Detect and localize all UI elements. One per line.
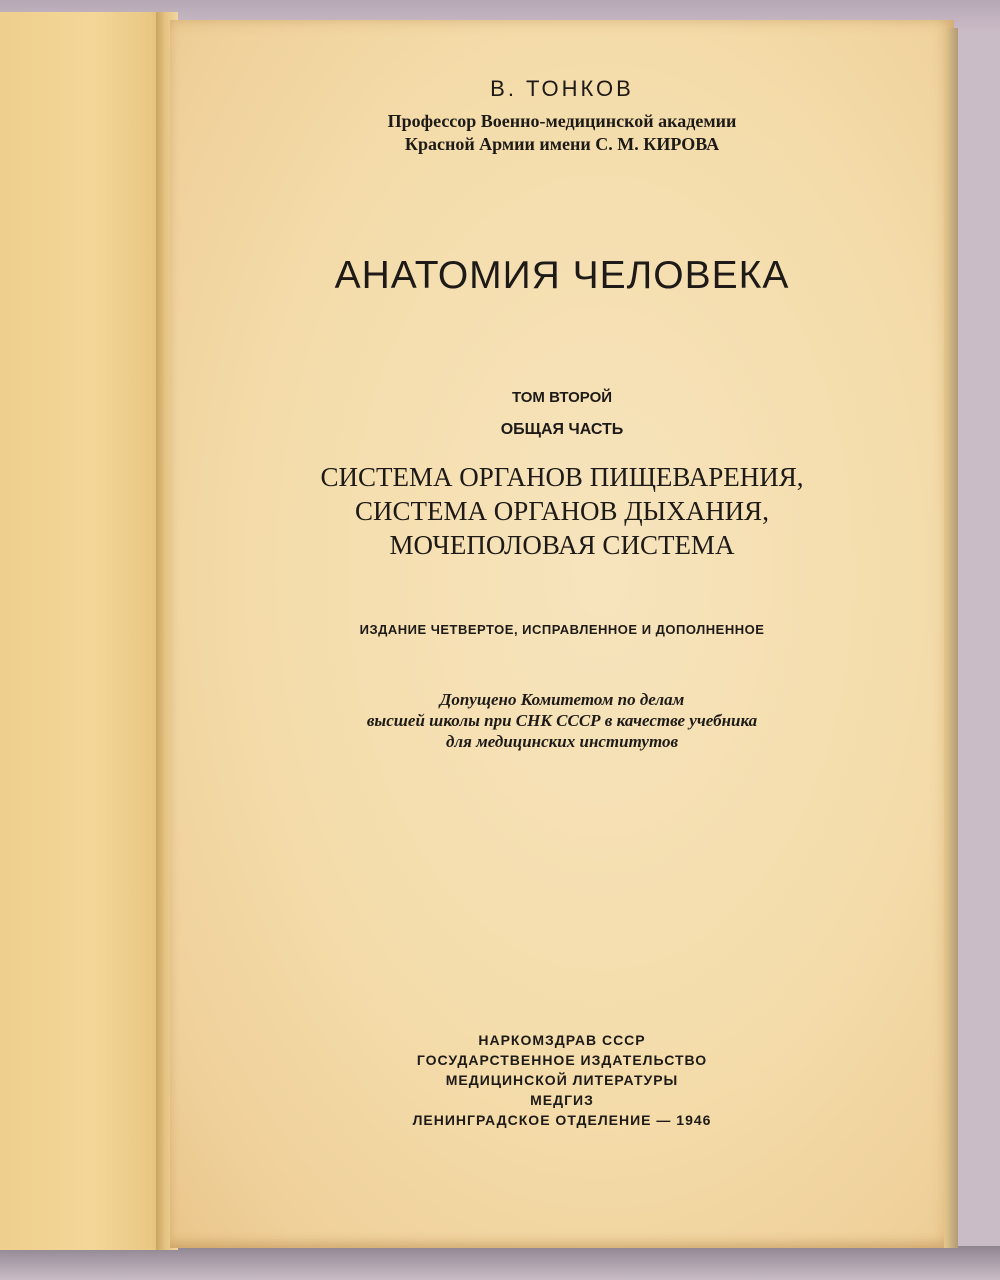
publisher-line: МЕДИЦИНСКОЙ ЛИТЕРАТУРЫ — [445, 1072, 679, 1088]
approval-line: для медицинских институтов — [445, 732, 679, 751]
affiliation-line: Профессор Военно-медицинской академии — [387, 111, 737, 131]
publisher-line: НАРКОМЗДРАВ СССР — [478, 1032, 646, 1048]
author-affiliation — [170, 110, 954, 156]
subject-line: СИСТЕМА ОРГАНОВ ПИЩЕВАРЕНИЯ, — [320, 462, 804, 492]
subject-line: МОЧЕПОЛОВАЯ СИСТЕМА — [389, 530, 735, 560]
publisher-line: ЛЕНИНГРАДСКОЕ ОТДЕЛЕНИЕ — 1946 — [412, 1112, 712, 1128]
left-page — [0, 12, 168, 1250]
approval-note — [170, 689, 954, 752]
subject-line: СИСТЕМА ОРГАНОВ ДЫХАНИЯ, — [355, 496, 769, 526]
book-title: АНАТОМИЯ ЧЕЛОВЕКА — [334, 254, 790, 297]
author-name: В. ТОНКОВ — [490, 76, 634, 101]
part-label: ОБЩАЯ ЧАСТЬ — [500, 421, 624, 438]
volume-label: ТОМ ВТОРОЙ — [511, 389, 613, 406]
edition-note: ИЗДАНИЕ ЧЕТВЕРТОЕ, ИСПРАВЛЕННОЕ И ДОПОЛНЕННОЕ — [359, 622, 765, 637]
approval-line: Допущено Комитетом по делам — [439, 690, 685, 709]
scan-backdrop-bottom — [0, 1246, 1000, 1280]
publisher-line: ГОСУДАРСТВЕННОЕ ИЗДАТЕЛЬСТВО — [416, 1052, 708, 1068]
subject-heading — [170, 460, 954, 562]
publisher-line: МЕДГИЗ — [530, 1092, 594, 1108]
affiliation-line: Красной Армии имени С. М. КИРОВА — [404, 134, 720, 154]
approval-line: высшей школы при СНК СССР в качестве учебника — [366, 711, 758, 730]
publisher-imprint — [170, 1030, 954, 1130]
